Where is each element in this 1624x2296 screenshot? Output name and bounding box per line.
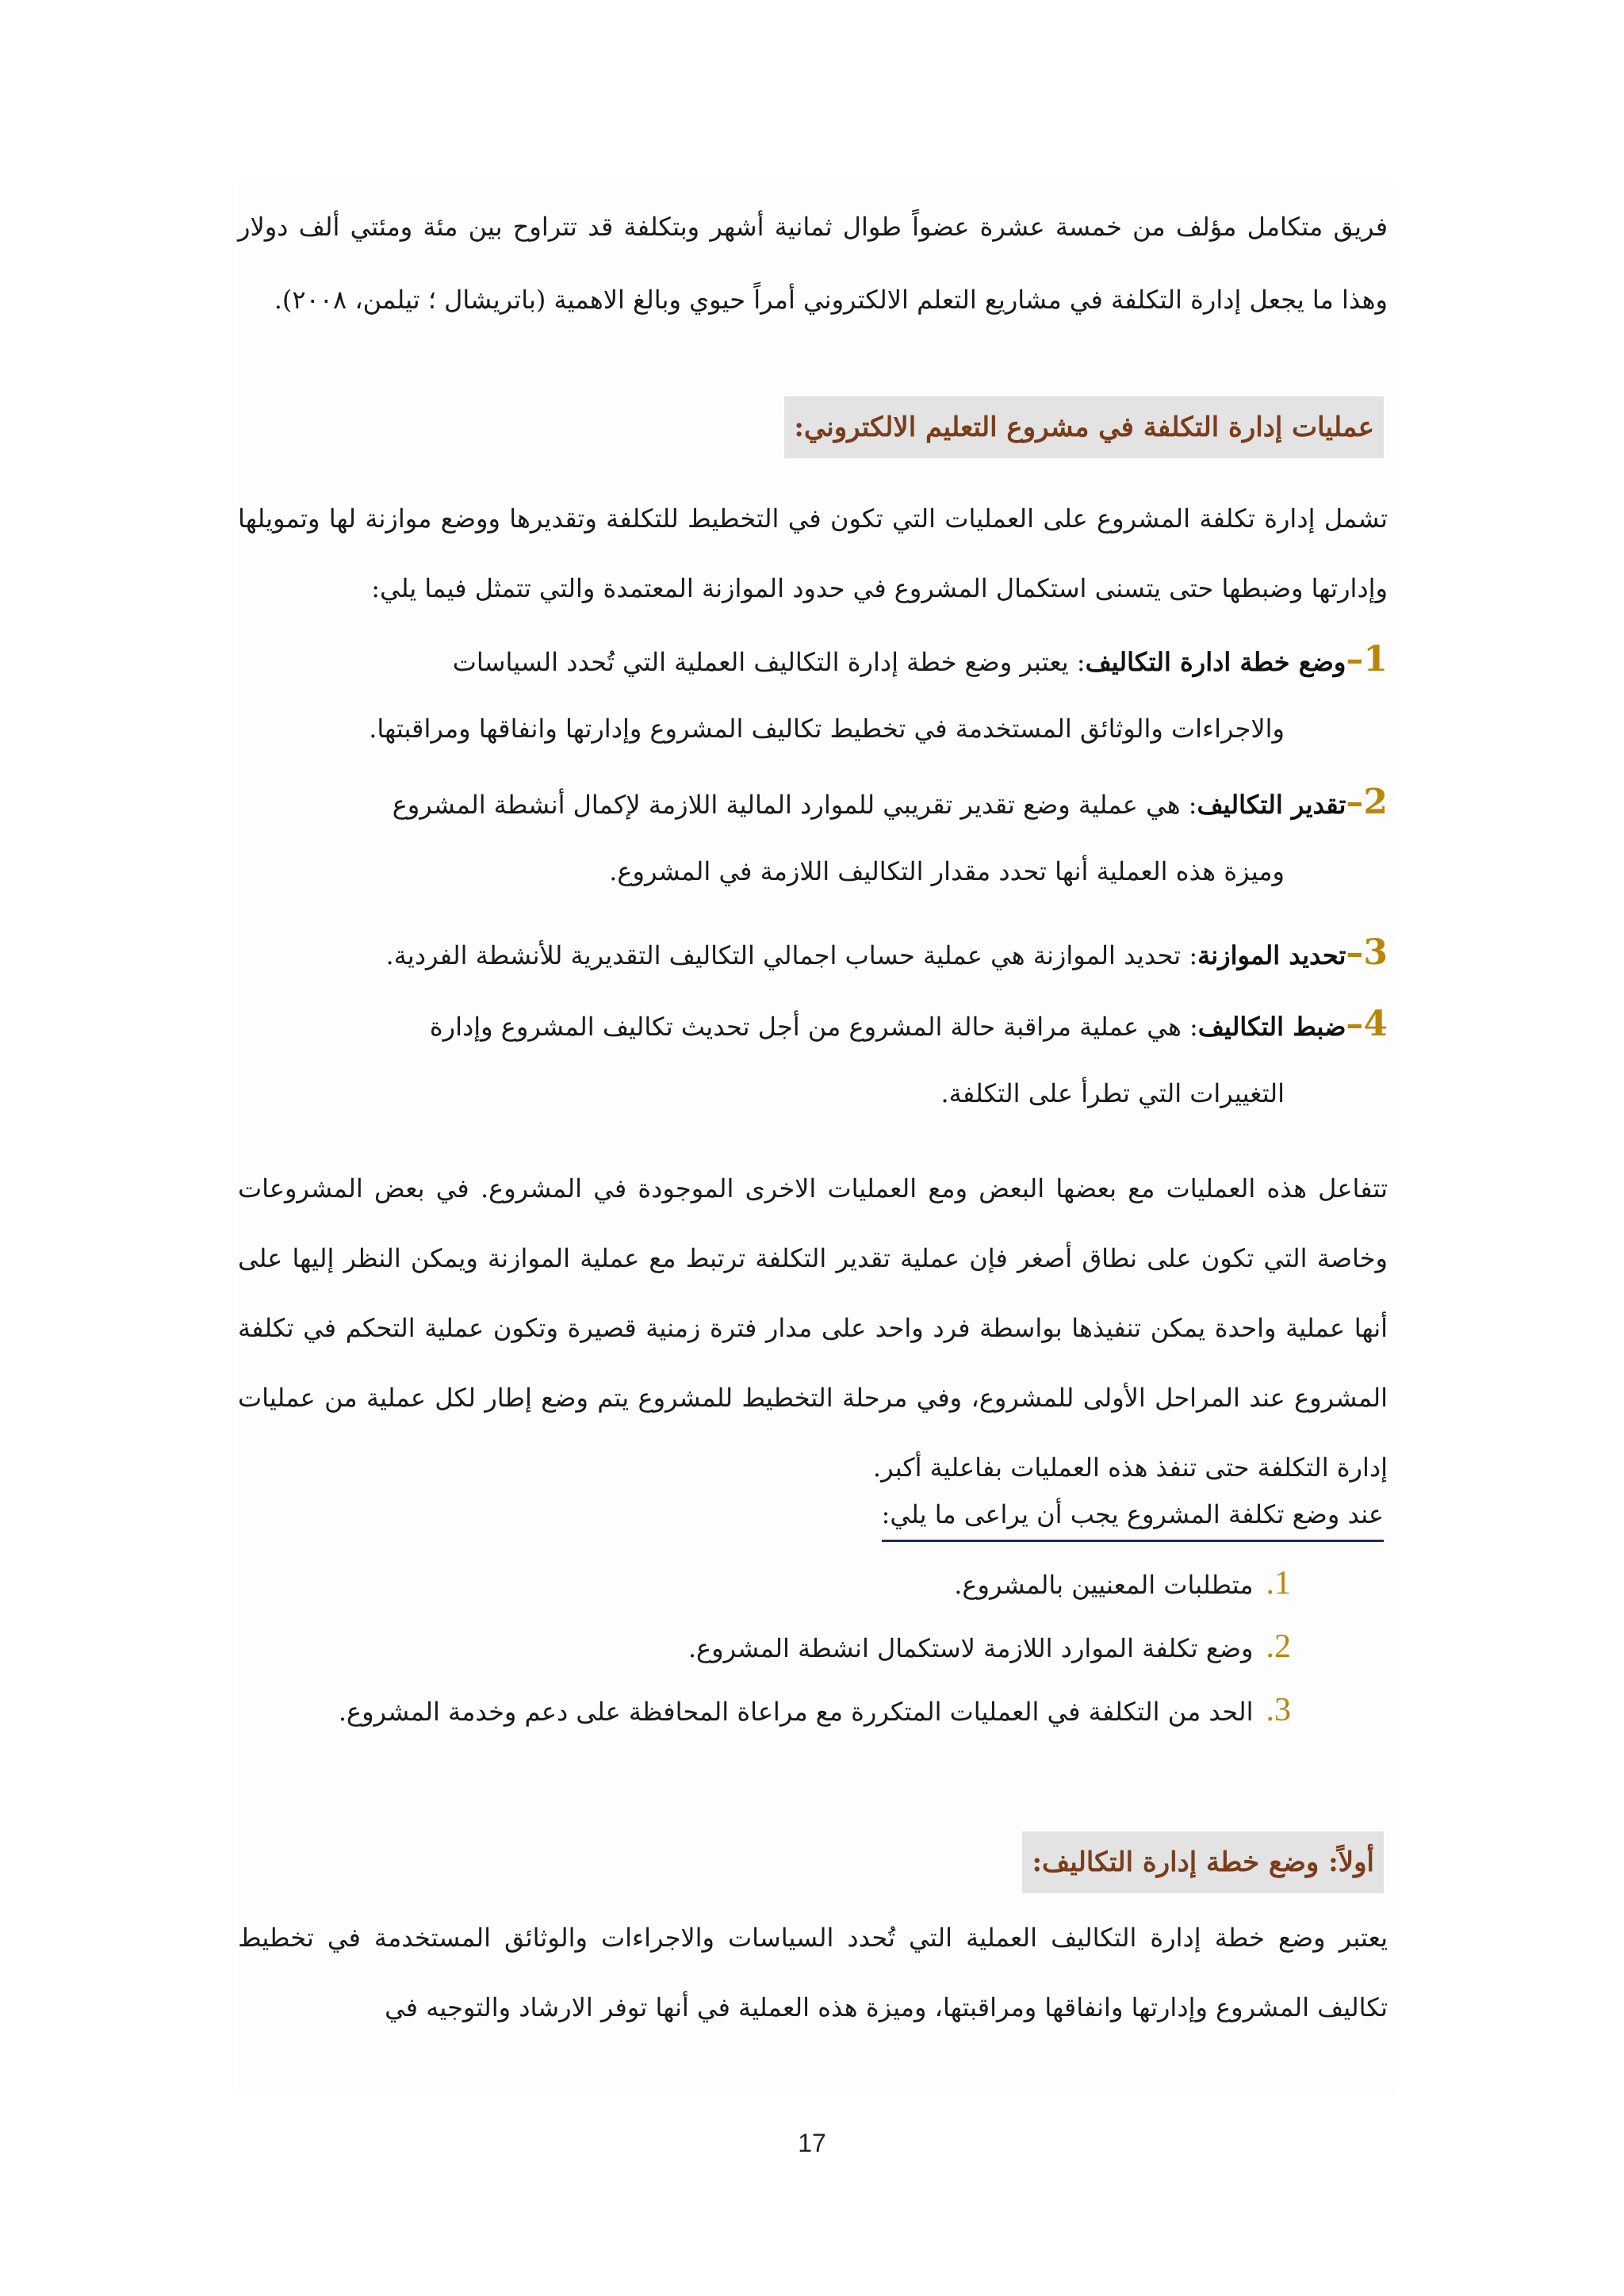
process-description-continued: وميزة هذه العملية أنها تحدد مقدار التكاليف اللازمة في المشروع. (609, 856, 1285, 886)
considerations-title: عند وضع تكلفة المشروع يجب أن يراعى ما يلي: (882, 1490, 1384, 1542)
process-item-4 (238, 991, 1388, 1127)
process-description: يعتبر وضع خطة إدارة التكاليف العملية التي تُحدد السياسات (452, 647, 1069, 677)
consideration-text: وضع تكلفة الموارد اللازمة لاستكمال انشطة المشروع. (688, 1633, 1254, 1663)
interaction-paragraph: تتفاعل هذه العمليات مع بعضها البعض ومع العمليات الاخرى الموجودة في المشروع. في بعض المشروعات وخاصة التي تكون على نطاق أصغر فإن عملية تقدير التكلفة ترتبط مع عملية الموازنة ويمكن النظر إليها على أنها عملية واحدة يمكن تنفيذها بواسطة فرد واحد على مدار فترة زمنية قصيرة وتكون عملية التحكم في تكلفة المشروع عند المراحل الأولى للمشروع، وفي مرحلة التخطيط للمشروع يتم وضع إطار لكل عملية من عمليات إدارة التكلفة حتى تنفذ هذه العمليات بفاعلية أكبر. (238, 1173, 1388, 1483)
plan-intro-paragraph: يعتبر وضع خطة إدارة التكاليف العملية التي تُحدد السياسات والاجراءات والوثائق المستخدمة في تخطيط تكاليف المشروع وإدارتها وانفاقها ومراقبتها، وميزة هذه العملية في أنها توفر الارشاد والتوجيه في (238, 1923, 1388, 2022)
section-heading-cost-processes (784, 396, 1384, 458)
process-term: تقدير التكاليف (1197, 790, 1346, 820)
process-item-1 (238, 626, 1388, 762)
process-separator: : (1180, 790, 1197, 820)
consideration-number: 1. (1266, 1565, 1291, 1601)
process-number: 3– (1346, 932, 1388, 973)
process-number: 2– (1346, 782, 1388, 822)
consideration-item-3 (339, 1677, 1291, 1745)
consideration-item-1 (954, 1550, 1291, 1618)
page-number: 17 (798, 2129, 826, 2157)
consideration-text: متطلبات المعنيين بالمشروع. (954, 1570, 1254, 1600)
process-term: وضع خطة ادارة التكاليف (1085, 647, 1346, 677)
consideration-text: الحد من التكلفة في العمليات المتكررة مع مراعاة المحافظة على دعم وخدمة المشروع. (338, 1697, 1254, 1727)
consideration-item-2 (688, 1613, 1291, 1682)
process-description: هي عملية وضع تقدير تقريبي للموارد المالية اللازمة لإكمال أنشطة المشروع (392, 790, 1181, 820)
process-number: 1– (1346, 639, 1388, 679)
process-separator: : (1068, 647, 1086, 677)
process-number: 4– (1346, 1004, 1388, 1044)
consideration-number: 2. (1266, 1628, 1291, 1665)
process-description: تحديد الموازنة هي عملية حساب اجمالي التكاليف التقديرية للأنشطة الفردية. (385, 940, 1182, 970)
intro-paragraph: فريق متكامل مؤلف من خمسة عشرة عضواً طوال ثمانية أشهر وبتكلفة قد تتراوح بين مئة ومئتي ألف دولار وهذا ما يجعل إدارة التكلفة في مشاريع التعلم الالكتروني أمراً حيوي وبالغ الاهمية (باتريشال ؛ تيلمن، ٢٠٠٨). (238, 212, 1388, 315)
process-term: ضبط التكاليف (1197, 1012, 1346, 1042)
consideration-number: 3. (1266, 1692, 1291, 1728)
process-item-2 (238, 769, 1388, 905)
heading-text: أولاً: وضع خطة إدارة التكاليف: (1022, 1831, 1384, 1893)
process-item-3 (238, 920, 1388, 989)
process-description: هي عملية مراقبة حالة المشروع من أجل تحديث تكاليف المشروع وإدارة (429, 1012, 1182, 1042)
processes-intro-paragraph: تشمل إدارة تكلفة المشروع على العمليات التي تكون في التخطيط للتكلفة وتقديرها ووضع موازنة لها وتمويلها وإدارتها وضبطها حتى يتسنى استكمال المشروع في حدود الموازنة المعتمدة والتي تتمثل فيما يلي: (238, 503, 1388, 603)
process-separator: : (1181, 940, 1198, 970)
process-term: تحديد الموازنة (1197, 940, 1346, 970)
process-separator: : (1181, 1012, 1198, 1042)
heading-text: عمليات إدارة التكلفة في مشروع التعليم الالكتروني: (784, 396, 1384, 458)
section-heading-first-plan (1022, 1831, 1384, 1893)
process-description-continued: والاجراءات والوثائق المستخدمة في تخطيط تكاليف المشروع وإدارتها وانفاقها ومراقبتها. (369, 714, 1285, 744)
content-area (238, 182, 1396, 2093)
process-description-continued: التغييرات التي تطرأ على التكلفة. (940, 1078, 1285, 1108)
